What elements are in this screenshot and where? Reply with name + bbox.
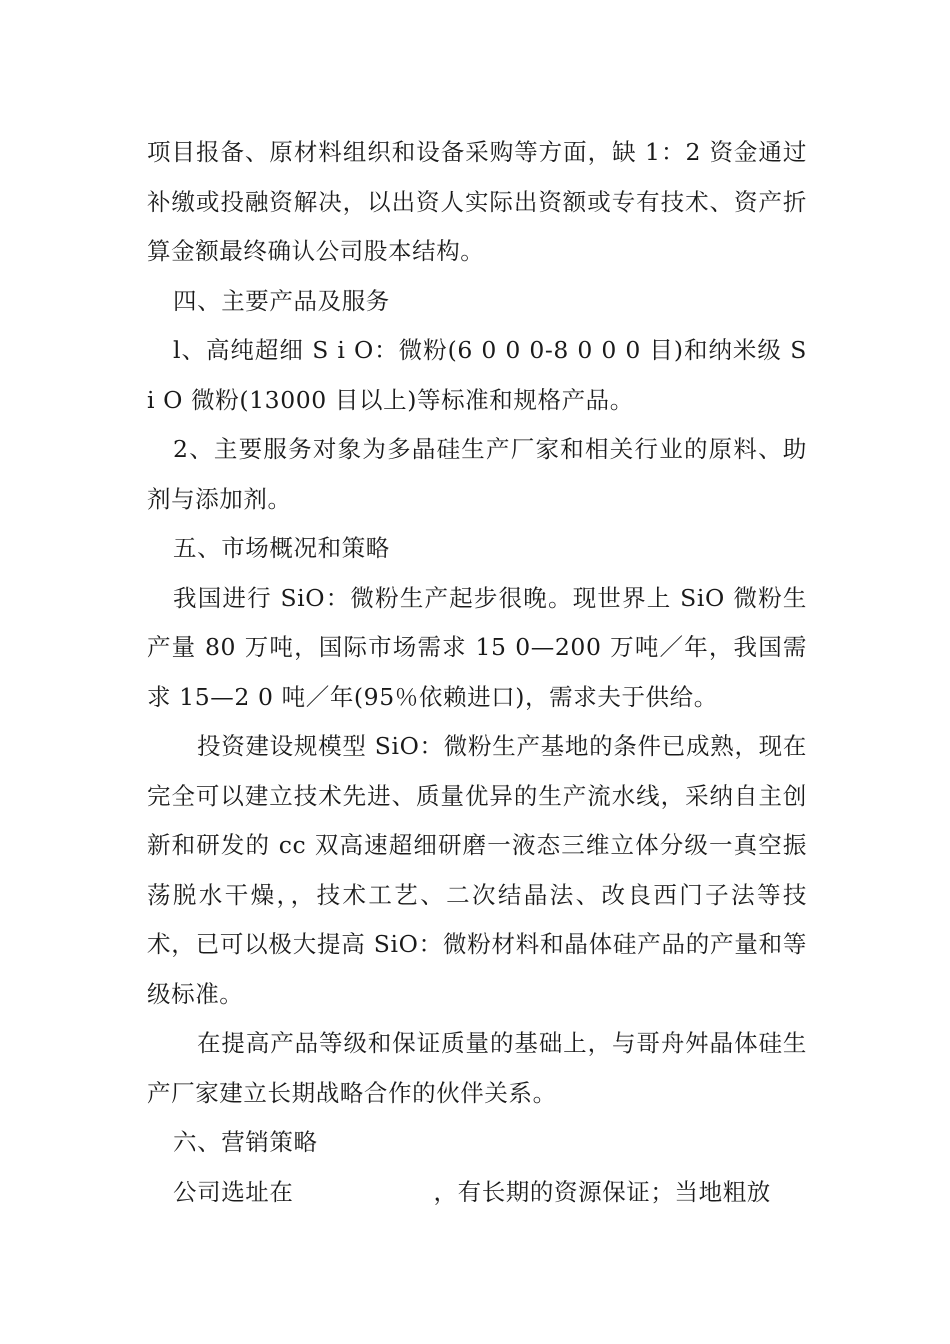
paragraph-investment-conditions: 投资建设规模型 SiO：微粉生产基地的条件已成熟，现在完全可以建立技术先进、质量优异的生产流水线，采纳自主创新和研发的 cc 双高速超细研磨一液态三维立体分级一真空振荡脱水干燥，，技术工艺、二次结晶法、改良西门子法等技术，已可以极大提高 SiO：微粉材料和晶体硅产品的产量和等级标准。: [147, 732, 807, 1008]
heading-marketing-strategy: 六、营销策略: [173, 1128, 318, 1156]
site-selection-start: 公司选址在: [173, 1177, 294, 1206]
paragraph-product-2: 2、主要服务对象为多晶硅生产厂家和相关行业的原料、助剂与添加剂。: [147, 435, 807, 513]
heading-products-services: 四、主要产品及服务: [173, 286, 390, 315]
paragraph-product-1: l、高纯超细 S i O：微粉(6 0 0 0-8 0 0 0 目)和纳米级 S i O 微粉(13000 目以上)等标准和规格产品。: [147, 336, 807, 414]
heading-market-overview: 五、市场概况和策略: [173, 534, 390, 562]
paragraph-market-status: 我国进行 SiO：微粉生产起步很晚。现世界上 SiO 微粉生产量 80 万吨，国际市场需求 15 0—200 万吨／年，我国需求 15—2 0 吨／年(95％依赖进口)，需求夫于供给。: [147, 583, 807, 711]
document-body: [147, 128, 807, 1217]
paragraph-partnership: 在提高产品等级和保证质量的基础上，与哥舟舛晶体硅生产厂家建立长期战略合作的伙伴关系。: [147, 1029, 807, 1107]
site-selection-end: ，有长期的资源保证；当地粗放: [433, 1177, 771, 1206]
paragraph-capital-structure: 项目报备、原材料组织和设备采购等方面，缺 1：2 资金通过补缴或投融资解决，以出资人实际出资额或专有技术、资产折算金额最终确认公司股本结构。: [147, 138, 807, 265]
paragraph-site-selection: [147, 1168, 807, 1218]
